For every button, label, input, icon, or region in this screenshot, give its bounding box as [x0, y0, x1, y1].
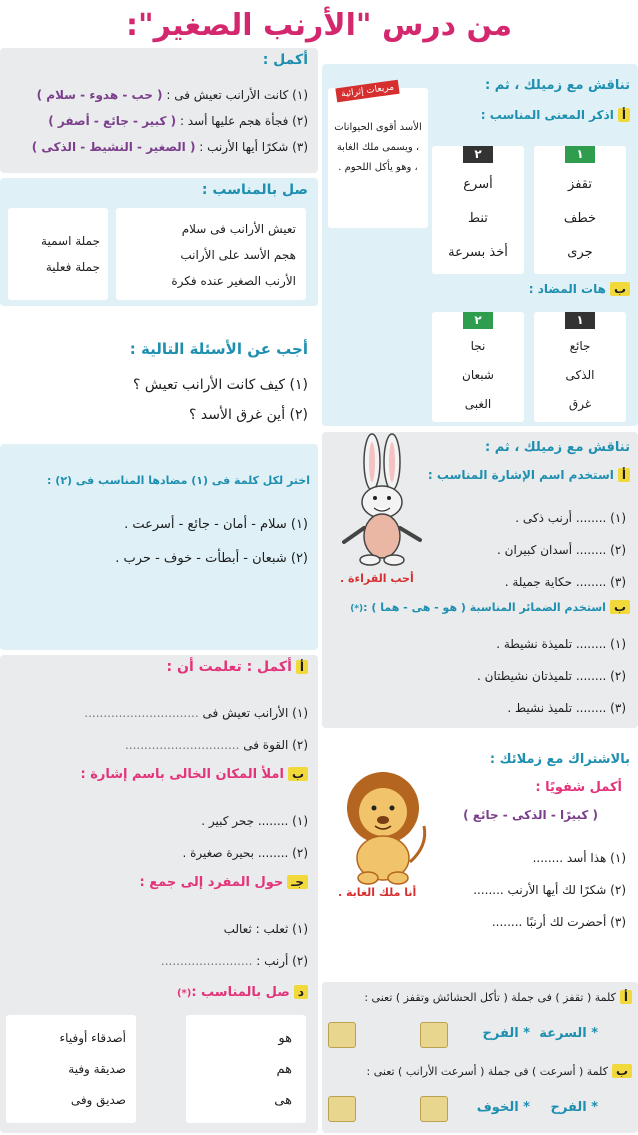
match-right-item: تعيش الأرانب فى سلام: [181, 222, 296, 236]
antonym-heading: اختر لكل كلمة فى (١) مضادها المناسب فى (٢) :: [47, 474, 310, 487]
demonstrative-row: (١) ........ أرنب ذكى .: [515, 511, 626, 525]
oral-row: (١) هذا أسد ........: [532, 851, 626, 865]
tag-a: أ: [618, 468, 630, 482]
match-left-item: جملة اسمية: [41, 234, 100, 248]
enrichment-label: مربعات إثرائية: [335, 80, 400, 103]
exercise-d-right-box: [186, 1015, 306, 1123]
enrichment-note: [328, 82, 428, 228]
option-speed-checkbox[interactable]: [420, 1022, 448, 1048]
pronoun-item: هو: [278, 1031, 292, 1046]
exercise-c-heading: جـحول المفرد إلى جمع :: [140, 875, 308, 890]
pronoun-item: هم: [276, 1062, 292, 1077]
match-left-item: جملة فعلية: [45, 260, 100, 274]
badge-1: ١: [565, 146, 595, 163]
discuss-heading-2: تناقش مع زميلك ، ثم :: [485, 440, 630, 455]
tag-a: أ: [618, 108, 630, 122]
tag-d: د: [294, 985, 308, 999]
demonstrative-section: [322, 432, 638, 728]
questions-section: [0, 336, 318, 436]
question-row-2: (٢) أين غرق الأسد ؟: [189, 407, 308, 423]
badge-2: ٢: [463, 146, 493, 163]
friend-item: صديقة وفية: [68, 1062, 126, 1076]
oral-options: ( كبيرًا - الذكى - جائع ): [463, 808, 598, 822]
pronoun-row: (١) ........ تلميذة نشيطة .: [496, 637, 626, 651]
exercise-d-left-box: [6, 1015, 136, 1123]
antonym-word: نجا: [470, 339, 486, 353]
friend-item: أصدقاء أوفياء: [59, 1031, 126, 1045]
antonym-col-2: [432, 312, 524, 422]
meaning-word: أخذ بسرعة: [448, 245, 508, 260]
exercise-c-row: (٢) أرنب : ........................: [160, 954, 308, 968]
meaning-col-2: [432, 146, 524, 274]
meaning-col-1: [534, 146, 626, 274]
exercise-b-row: (١) ........ جحر كبير .: [201, 814, 308, 828]
antonym-row-1: (١) سلام - أمان - جائع - أسرعت .: [124, 517, 308, 532]
meaning-word: تقفز: [568, 177, 592, 192]
complete-section: [0, 48, 318, 173]
oral-heading: بالاشتراك مع زملائك :: [489, 752, 630, 767]
antonym-word: غرق: [568, 397, 592, 411]
discuss-meaning-section: [322, 64, 638, 426]
option-joy: * الفرح: [482, 1026, 530, 1041]
option-joy-b: * الفرح: [550, 1100, 598, 1115]
option-joy-b-checkbox[interactable]: [420, 1096, 448, 1122]
oral-row: (٣) أحضرت لك أرنبًا ........: [491, 915, 626, 929]
meaning-word: تنط: [468, 211, 488, 226]
match-right-item: الأرنب الصغير عنده فكرة: [171, 274, 296, 288]
match-section: [0, 178, 318, 306]
check-b-text: بكلمة ( أسرعت ) فى جملة ( أسرعت الأرانب ) تعنى :: [367, 1064, 633, 1078]
exercise-b-heading: باملأ المكان الخالى باسم إشارة :: [81, 767, 309, 782]
antonym-word: جائع: [569, 339, 591, 353]
question-row-1: (١) كيف كانت الأرانب تعيش ؟: [133, 377, 308, 393]
enrichment-text: الأسد أقوى الحيوانات ، ويسمى ملك الغابة ، وهو يأكل اللحوم .: [334, 122, 422, 173]
questions-heading: أجب عن الأسئلة التالية :: [129, 340, 308, 358]
match-left-box: [8, 208, 108, 300]
tag-a: أ: [620, 990, 632, 1004]
exercise-c-row: (١) ثعلب : ثعالب: [223, 922, 308, 936]
complete-row-3: (٣) شكرًا أيها الأرنب : ( الصغير - النشيط - الذكى ): [31, 140, 308, 154]
badge-1: ١: [565, 312, 595, 329]
exercise-b-row: (٢) ........ بحيرة صغيرة .: [182, 846, 308, 860]
pronoun-heading: باستخدم الضمائر المناسبة ( هو - هى - هما ) :(*): [350, 600, 630, 614]
antonym-col-1: [534, 312, 626, 422]
complete-heading: أكمل :: [262, 52, 308, 68]
oral-row: (٢) شكرًا لك أيها الأرنب ........: [473, 883, 626, 897]
demonstrative-heading: أاستخدم اسم الإشارة المناسب :: [428, 468, 630, 482]
pronoun-row: (٣) ........ تلميذ نشيط .: [507, 701, 626, 715]
oral-subheading: أكمل شفويًا :: [535, 780, 622, 795]
antonym-word: الغبى: [464, 397, 492, 411]
tag-b: ب: [610, 600, 630, 614]
exercise-d-heading: دصل بالمناسب :(*): [177, 985, 308, 1000]
exercise-a-heading: أأكمل : تعلمت أن :: [167, 659, 308, 675]
tag-c: جـ: [287, 875, 308, 889]
exercise-a-row: (٢) القوة فى ..............................: [124, 738, 308, 752]
match-right-box: [116, 208, 306, 300]
exercises-section: [0, 655, 318, 1133]
demonstrative-row: (٣) ........ حكاية جميلة .: [504, 575, 626, 589]
discuss-heading: تناقش مع زميلك ، ثم :: [485, 78, 630, 93]
option-fear-checkbox[interactable]: [328, 1096, 356, 1122]
rabbit-caption: أحب القراءة .: [340, 572, 414, 585]
antonym-heading-b: بهات المضاد :: [529, 282, 630, 296]
oral-section: [322, 736, 638, 976]
demonstrative-row: (٢) ........ أسدان كبيران .: [497, 543, 626, 557]
meaning-word: أسرع: [463, 177, 493, 192]
pronoun-row: (٢) ........ تلميذتان نشيطتان .: [477, 669, 626, 683]
meaning-heading: أاذكر المعنى المناسب :: [481, 108, 630, 122]
friend-item: صديق وفى: [70, 1093, 126, 1107]
complete-row-1: (١) كانت الأرانب تعيش فى : ( حب - هدوء - سلام ): [36, 88, 308, 102]
match-right-item: هجم الأسد على الأرانب: [180, 248, 296, 262]
antonym-word: شبعان: [462, 368, 494, 382]
antonym-section: [0, 444, 318, 650]
antonym-word: الذكى: [565, 368, 595, 382]
tag-b: ب: [612, 1064, 632, 1078]
lion-caption: أنا ملك الغابة .: [338, 886, 417, 899]
tag-b: ب: [610, 282, 630, 296]
meaning-check-section: [322, 982, 638, 1133]
antonym-row-2: (٢) شبعان - أبطأت - خوف - حرب .: [115, 551, 308, 566]
page-title: من درس "الأرنب الصغير":: [125, 8, 513, 43]
rabbit-illustration: [326, 432, 436, 572]
pronoun-item: هى: [274, 1093, 292, 1108]
badge-2: ٢: [463, 312, 493, 329]
option-fear: * الخوف: [476, 1100, 530, 1115]
meaning-word: جرى: [567, 245, 593, 260]
tag-b: ب: [288, 767, 308, 781]
option-joy-checkbox[interactable]: [328, 1022, 356, 1048]
option-speed: * السرعة: [539, 1026, 598, 1041]
complete-row-2: (٢) فجأة هجم عليها أسد : ( كبير - جائع - أصفر ): [48, 114, 308, 128]
meaning-word: خطف: [563, 211, 597, 226]
check-a-text: أكلمة ( تقفز ) فى جملة ( تأكل الحشائش وتقفز ) تعنى :: [364, 990, 632, 1004]
exercise-a-row: (١) الأرانب تعيش فى ..............................: [84, 706, 308, 720]
match-heading: صل بالمناسب :: [201, 182, 308, 198]
tag-a: أ: [296, 660, 308, 674]
lion-illustration: [328, 766, 438, 886]
